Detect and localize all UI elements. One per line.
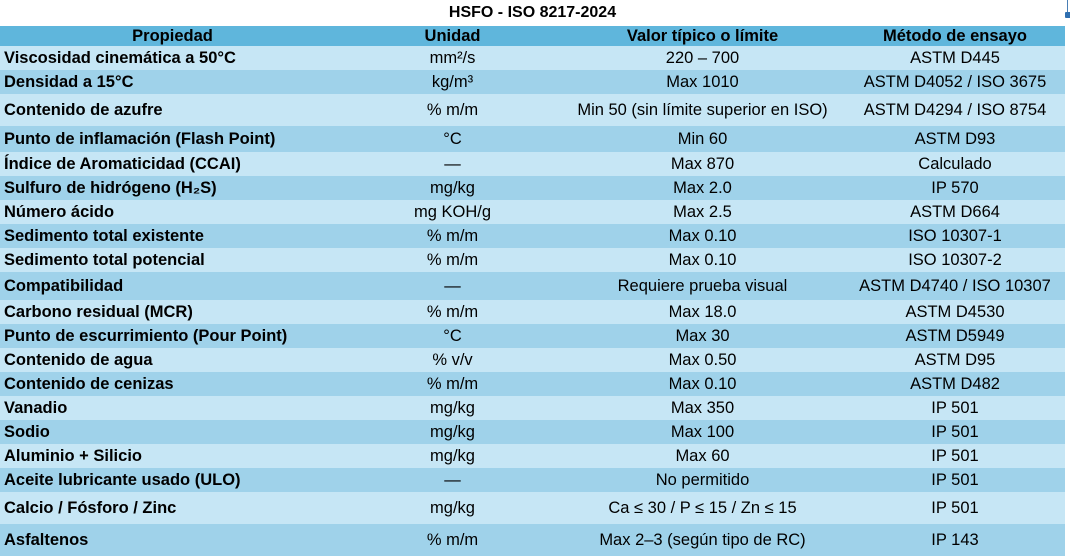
cell-unit: % m/m bbox=[345, 248, 560, 272]
cell-value: 220 – 700 bbox=[560, 46, 845, 70]
cell-property: Sodio bbox=[0, 420, 345, 444]
table-row bbox=[0, 46, 1065, 70]
cell-method: ASTM D5949 bbox=[845, 324, 1065, 348]
cell-method: ASTM D4294 / ISO 8754 bbox=[845, 94, 1065, 126]
table-row bbox=[0, 420, 1065, 444]
cell-unit: % m/m bbox=[345, 94, 560, 126]
cell-method: IP 501 bbox=[845, 396, 1065, 420]
selection-handle-icon[interactable] bbox=[1065, 0, 1070, 26]
cell-method: IP 570 bbox=[845, 176, 1065, 200]
cell-method: ISO 10307-1 bbox=[845, 224, 1065, 248]
cell-value: Max 2–3 (según tipo de RC) bbox=[560, 524, 845, 556]
header-value: Valor típico o límite bbox=[560, 26, 845, 46]
cell-property: Densidad a 15°C bbox=[0, 70, 345, 94]
cell-value: Max 350 bbox=[560, 396, 845, 420]
cell-method: ASTM D445 bbox=[845, 46, 1065, 70]
header-unit: Unidad bbox=[345, 26, 560, 46]
cell-property: Contenido de agua bbox=[0, 348, 345, 372]
cell-property: Contenido de cenizas bbox=[0, 372, 345, 396]
cell-property: Sulfuro de hidrógeno (H₂S) bbox=[0, 176, 345, 200]
cell-unit: mg/kg bbox=[345, 420, 560, 444]
table-row bbox=[0, 200, 1065, 224]
table-row bbox=[0, 152, 1065, 176]
spec-table bbox=[0, 26, 1065, 556]
cell-value: Min 60 bbox=[560, 126, 845, 152]
cell-unit: — bbox=[345, 272, 560, 300]
cell-property: Índice de Aromaticidad (CCAI) bbox=[0, 152, 345, 176]
cell-method: ASTM D95 bbox=[845, 348, 1065, 372]
cell-method: ASTM D4740 / ISO 10307 bbox=[845, 272, 1065, 300]
cell-property: Aluminio + Silicio bbox=[0, 444, 345, 468]
table-row bbox=[0, 372, 1065, 396]
cell-property: Carbono residual (MCR) bbox=[0, 300, 345, 324]
cell-method: ASTM D664 bbox=[845, 200, 1065, 224]
table-row bbox=[0, 248, 1065, 272]
table-row bbox=[0, 468, 1065, 492]
header-row bbox=[0, 26, 1065, 46]
cell-unit: % m/m bbox=[345, 372, 560, 396]
table-row bbox=[0, 224, 1065, 248]
cell-method: ASTM D482 bbox=[845, 372, 1065, 396]
cell-value: Max 0.10 bbox=[560, 248, 845, 272]
table-row bbox=[0, 396, 1065, 420]
header-method: Método de ensayo bbox=[845, 26, 1065, 46]
cell-unit: mg/kg bbox=[345, 444, 560, 468]
cell-unit: mm²/s bbox=[345, 46, 560, 70]
cell-method: ISO 10307-2 bbox=[845, 248, 1065, 272]
cell-unit: — bbox=[345, 468, 560, 492]
table-row bbox=[0, 176, 1065, 200]
cell-method: ASTM D93 bbox=[845, 126, 1065, 152]
cell-value: Max 100 bbox=[560, 420, 845, 444]
cell-property: Compatibilidad bbox=[0, 272, 345, 300]
cell-method: IP 501 bbox=[845, 492, 1065, 524]
cell-property: Viscosidad cinemática a 50°C bbox=[0, 46, 345, 70]
cell-value: Max 2.5 bbox=[560, 200, 845, 224]
cell-value: Max 870 bbox=[560, 152, 845, 176]
cell-property: Vanadio bbox=[0, 396, 345, 420]
cell-method: IP 501 bbox=[845, 468, 1065, 492]
cell-value: Max 0.10 bbox=[560, 372, 845, 396]
cell-unit: — bbox=[345, 152, 560, 176]
cell-property: Punto de escurrimiento (Pour Point) bbox=[0, 324, 345, 348]
table-row bbox=[0, 348, 1065, 372]
cell-value: No permitido bbox=[560, 468, 845, 492]
cell-unit: % v/v bbox=[345, 348, 560, 372]
cell-unit: °C bbox=[345, 126, 560, 152]
cell-value: Ca ≤ 30 / P ≤ 15 / Zn ≤ 15 bbox=[560, 492, 845, 524]
table-row bbox=[0, 524, 1065, 556]
table-row bbox=[0, 492, 1065, 524]
table-row bbox=[0, 300, 1065, 324]
cell-unit: mg/kg bbox=[345, 492, 560, 524]
cell-value: Max 60 bbox=[560, 444, 845, 468]
cell-property: Asfaltenos bbox=[0, 524, 345, 556]
cell-unit: % m/m bbox=[345, 224, 560, 248]
cell-method: ASTM D4530 bbox=[845, 300, 1065, 324]
cell-property: Punto de inflamación (Flash Point) bbox=[0, 126, 345, 152]
cell-property: Aceite lubricante usado (ULO) bbox=[0, 468, 345, 492]
cell-value: Max 0.10 bbox=[560, 224, 845, 248]
table-row bbox=[0, 324, 1065, 348]
cell-unit: mg/kg bbox=[345, 396, 560, 420]
cell-unit: % m/m bbox=[345, 300, 560, 324]
table-row bbox=[0, 444, 1065, 468]
cell-value: Max 2.0 bbox=[560, 176, 845, 200]
cell-property: Calcio / Fósforo / Zinc bbox=[0, 492, 345, 524]
table-row bbox=[0, 126, 1065, 152]
table-title: HSFO - ISO 8217-2024 bbox=[0, 0, 1065, 27]
cell-value: Max 30 bbox=[560, 324, 845, 348]
cell-value: Max 18.0 bbox=[560, 300, 845, 324]
table-row bbox=[0, 70, 1065, 94]
cell-method: IP 143 bbox=[845, 524, 1065, 556]
cell-property: Sedimento total existente bbox=[0, 224, 345, 248]
cell-method: ASTM D4052 / ISO 3675 bbox=[845, 70, 1065, 94]
cell-method: Calculado bbox=[845, 152, 1065, 176]
cell-unit: kg/m³ bbox=[345, 70, 560, 94]
cell-method: IP 501 bbox=[845, 420, 1065, 444]
table-row bbox=[0, 94, 1065, 126]
cell-method: IP 501 bbox=[845, 444, 1065, 468]
header-property: Propiedad bbox=[0, 26, 345, 46]
cell-value: Min 50 (sin límite superior en ISO) bbox=[560, 94, 845, 126]
cell-unit: °C bbox=[345, 324, 560, 348]
table-row bbox=[0, 272, 1065, 300]
cell-property: Contenido de azufre bbox=[0, 94, 345, 126]
cell-unit: % m/m bbox=[345, 524, 560, 556]
cell-property: Número ácido bbox=[0, 200, 345, 224]
cell-value: Max 1010 bbox=[560, 70, 845, 94]
cell-value: Requiere prueba visual bbox=[560, 272, 845, 300]
cell-unit: mg/kg bbox=[345, 176, 560, 200]
cell-unit: mg KOH/g bbox=[345, 200, 560, 224]
cell-property: Sedimento total potencial bbox=[0, 248, 345, 272]
cell-value: Max 0.50 bbox=[560, 348, 845, 372]
